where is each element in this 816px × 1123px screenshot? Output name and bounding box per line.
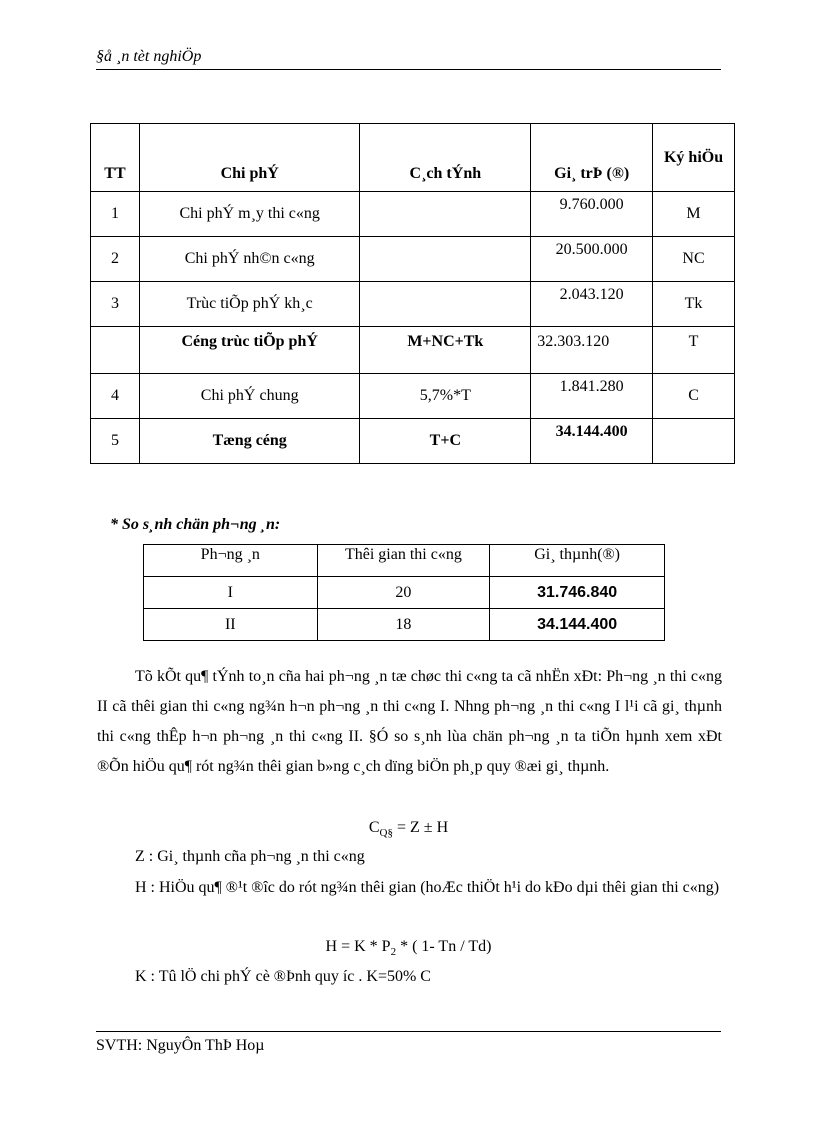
cell-value: 32.303.120	[531, 327, 653, 374]
cell-name: Chi phÝ m¸y thi c«ng	[139, 192, 360, 237]
cell-tt: 2	[91, 237, 140, 282]
formula-cqd	[96, 819, 721, 839]
col-header-price: Gi¸ thµnh(®)	[490, 545, 665, 577]
cell-value: 20.500.000	[531, 237, 653, 282]
formula-h-right: * ( 1- Tn / Td)	[400, 938, 492, 955]
cell-tt: 1	[91, 192, 140, 237]
cell-symbol: NC	[653, 237, 735, 282]
col-header-value: Gi¸ trÞ (®)	[531, 124, 653, 192]
cell-symbol: C	[653, 374, 735, 419]
cell-name: Chi phÝ nh©n c«ng	[139, 237, 360, 282]
z-definition: Z : Gi¸ thµnh cña ph¬ng ¸n thi c«ng	[135, 848, 365, 865]
cell-price: 34.144.400	[490, 609, 665, 641]
col-header-symbol: Ký hiÖu	[653, 124, 735, 192]
cell-method: M+NC+Tk	[360, 327, 531, 374]
table-row-total	[91, 419, 735, 464]
compare-title: * So s¸nh chän ph¬ng ¸n:	[110, 516, 281, 533]
cell-option: I	[144, 577, 318, 609]
col-header-option: Ph¬ng ¸n	[144, 545, 318, 577]
cell-value: 34.144.400	[531, 419, 653, 464]
formula-cqd-right: = Z ± H	[396, 819, 449, 836]
formula-cqd-sub: Q§	[379, 827, 393, 840]
compare-table	[143, 544, 665, 641]
cell-symbol: T	[653, 327, 735, 374]
cell-tt	[91, 327, 140, 374]
cell-value: 1.841.280	[531, 374, 653, 419]
cell-name: Chi phÝ chung	[139, 374, 360, 419]
formula-h	[96, 938, 721, 958]
table-row	[144, 577, 665, 609]
cell-name: Trùc tiÕp phÝ kh¸c	[139, 282, 360, 327]
cost-table	[90, 123, 735, 464]
cell-method	[360, 192, 531, 237]
cell-tt: 4	[91, 374, 140, 419]
table-row	[144, 609, 665, 641]
cell-option: II	[144, 609, 318, 641]
col-header-time: Thêi gian thi c«ng	[317, 545, 490, 577]
formula-cqd-left: C	[368, 819, 380, 836]
h-definition: H : HiÖu qu¶ ®¹t ®îc do rót ng¾n thêi gian (hoÆc thiÖt h¹i do kÐo dµi thêi gian thi c«ng)	[135, 879, 720, 896]
cell-method: 5,7%*T	[360, 374, 531, 419]
table-row	[91, 192, 735, 237]
col-header-method: C¸ch tÝnh	[360, 124, 531, 192]
cell-time: 18	[317, 609, 490, 641]
table-header-row	[91, 124, 735, 192]
col-header-cost: Chi phÝ	[139, 124, 360, 192]
formula-h-left: H = K * P	[325, 938, 391, 955]
cell-symbol: Tk	[653, 282, 735, 327]
cell-name: Tæng céng	[139, 419, 360, 464]
cell-method	[360, 237, 531, 282]
cell-symbol	[653, 419, 735, 464]
cell-name: Céng trùc tiÕp phÝ	[139, 327, 360, 374]
table-row	[91, 282, 735, 327]
cell-value: 2.043.120	[531, 282, 653, 327]
col-header-tt: TT	[91, 124, 140, 192]
page-header: §å ¸n tèt nghiÖp	[96, 48, 202, 65]
cell-price: 31.746.840	[490, 577, 665, 609]
footer-rule	[96, 1031, 721, 1032]
cell-symbol: M	[653, 192, 735, 237]
table-row-subtotal	[91, 327, 735, 374]
formula-h-sub: 2	[390, 946, 397, 959]
table-row	[91, 374, 735, 419]
cell-value: 9.760.000	[531, 192, 653, 237]
table-row	[91, 237, 735, 282]
cell-method	[360, 282, 531, 327]
k-definition: K : Tû lÖ chi phÝ cè ®Þnh quy íc . K=50% C	[135, 968, 431, 985]
cell-method: T+C	[360, 419, 531, 464]
cell-time: 20	[317, 577, 490, 609]
page-footer: SVTH: NguyÔn ThÞ Hoµ	[96, 1037, 265, 1054]
header-rule	[96, 69, 721, 70]
table-header-row	[144, 545, 665, 577]
cell-tt: 3	[91, 282, 140, 327]
analysis-paragraph: Tõ kÕt qu¶ tÝnh to¸n cña hai ph¬ng ¸n tæ chøc thi c«ng ta cã nhËn xÐt: Ph¬ng ¸n thi c«ng II cã thêi gian thi c«ng ng¾n h¬n ph¬ng ¸n thi c«ng I. Nhng ph¬ng ¸n thi c«ng I l¹i cã gi¸ thµnh thi c«ng thÊp h¬n ph¬ng ¸n thi c«ng II. §Ó so s¸nh lùa chän ph¬ng ¸n ta tiÕn hµnh xem xÐt ®Õn hiÖu qu¶ rót ng¾n thêi gian b»ng c¸ch dïng biÖn ph¸p quy ®æi gi¸ thµnh.	[97, 668, 722, 775]
cell-tt: 5	[91, 419, 140, 464]
